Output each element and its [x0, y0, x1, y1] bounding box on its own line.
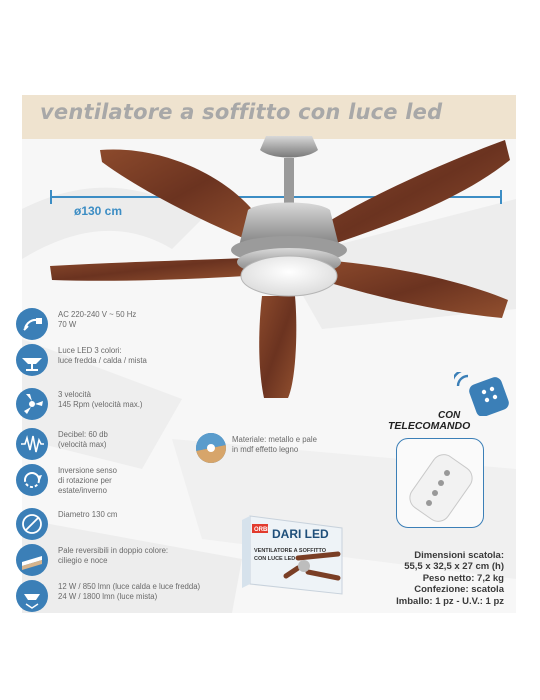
feature-lamp	[16, 580, 246, 616]
power-plug-icon	[16, 308, 48, 340]
fan-blade	[259, 296, 296, 398]
package-specs: Dimensioni scatola: 55,5 x 32,5 x 27 cm (h) Peso netto: 7,2 kg Confezione: scatola Imballo: 1 pz - U.V.: 1 pz	[396, 550, 504, 607]
feature-text: Pale reversibili in doppio colore: ciliegio e noce	[58, 546, 169, 565]
material-text: Materiale: metallo e pale in mdf effetto legno	[232, 435, 317, 454]
feature-material	[196, 433, 346, 469]
remote-label-con: CON	[438, 410, 461, 421]
fan-blade	[318, 140, 510, 246]
fan-blade	[50, 258, 245, 281]
feature-text: AC 220-240 V ~ 50 Hz 70 W	[58, 310, 137, 329]
feature-text: Diametro 130 cm	[58, 510, 118, 519]
box-name: DARI LED	[272, 527, 329, 541]
blade-color-icon	[16, 544, 48, 576]
remote-control-photo	[396, 438, 484, 528]
fan-canopy	[260, 136, 318, 158]
box-line-2: CON LUCE LED	[254, 556, 296, 562]
feature-blades	[16, 544, 246, 580]
feature-text: Inversione senso di rotazione per estate/inverno	[58, 466, 117, 495]
material-icon	[196, 433, 226, 463]
diameter-label: ø130 cm	[74, 204, 123, 218]
feature-text: 12 W / 850 lmn (luce calda e luce fredda) 24 W / 1800 lmn (luce mista)	[58, 582, 201, 601]
feature-text: 3 velocità 145 Rpm (velocità max.)	[58, 390, 143, 409]
fan-blade	[320, 260, 508, 318]
fan-speed-icon	[16, 388, 48, 420]
feature-light	[16, 344, 246, 380]
lamp-power-icon	[16, 580, 48, 612]
diameter-icon	[16, 508, 48, 540]
feature-text: Decibel: 60 db (velocità max)	[58, 430, 108, 449]
feature-diameter	[16, 508, 246, 544]
product-box	[238, 506, 350, 606]
feature-rotation	[16, 464, 246, 500]
feature-power	[16, 308, 246, 344]
light-bulb-icon	[16, 344, 48, 376]
page-title: ventilatore a soffitto con luce led	[40, 100, 443, 124]
rotation-icon	[16, 464, 48, 496]
remote-label-telecomando: TELECOMANDO	[388, 420, 471, 432]
sound-wave-icon	[16, 428, 48, 460]
led-light-cover	[241, 256, 337, 296]
feature-speed	[16, 388, 246, 424]
box-brand: ORBI	[254, 527, 269, 533]
fan-downrod	[284, 158, 294, 204]
feature-text: Luce LED 3 colori: luce fredda / calda / mista	[58, 346, 147, 365]
fan-blade	[100, 149, 262, 240]
remote-control-icon	[454, 372, 514, 416]
box-line-1: VENTILATORE A SOFFITTO	[254, 548, 327, 554]
